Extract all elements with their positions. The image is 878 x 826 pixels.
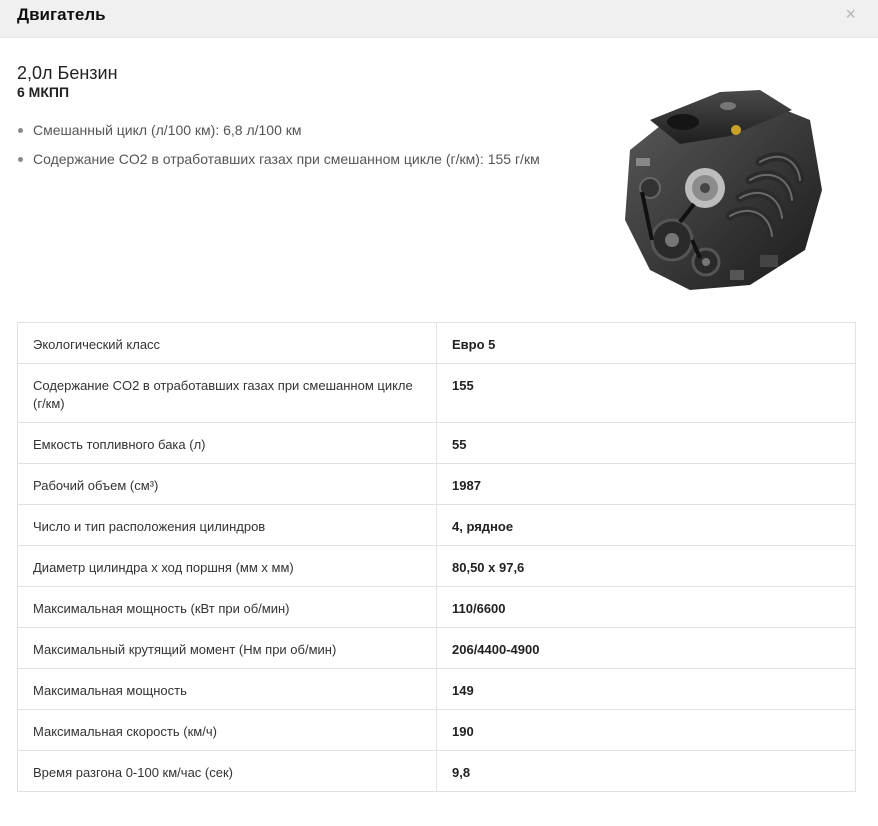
table-row <box>18 587 856 628</box>
specs-table <box>17 322 856 792</box>
close-icon[interactable]: × <box>845 4 856 24</box>
table-row <box>18 751 856 792</box>
transmission-label: 6 МКПП <box>17 84 70 100</box>
spec-value: 110/6600 <box>437 587 856 628</box>
spec-value: 206/4400-4900 <box>437 628 856 669</box>
spec-value: 4, рядное <box>437 505 856 546</box>
table-row <box>18 364 856 423</box>
spec-value: 155 <box>437 364 856 423</box>
spec-value: 149 <box>437 669 856 710</box>
spec-label: Число и тип расположения цилиндров <box>18 505 437 546</box>
spec-label: Экологический класс <box>18 323 437 364</box>
spec-label: Содержание CO2 в отработавших газах при смешанном цикле (г/км) <box>18 364 437 423</box>
table-row <box>18 423 856 464</box>
spec-label: Максимальная мощность <box>18 669 437 710</box>
spec-label: Максимальная скорость (км/ч) <box>18 710 437 751</box>
table-row <box>18 710 856 751</box>
feature-text: Содержание CO2 в отработавших газах при смешанном цикле (г/км): 155 г/км <box>33 151 540 167</box>
spec-value: Евро 5 <box>437 323 856 364</box>
spec-value: 190 <box>437 710 856 751</box>
spec-label: Рабочий объем (см³) <box>18 464 437 505</box>
spec-label: Время разгона 0-100 км/час (сек) <box>18 751 437 792</box>
modal-header <box>0 0 878 38</box>
spec-value: 80,50 x 97,6 <box>437 546 856 587</box>
spec-label: Максимальный крутящий момент (Нм при об/мин) <box>18 628 437 669</box>
spec-label: Емкость топливного бака (л) <box>18 423 437 464</box>
bullet-dot-icon <box>18 157 23 162</box>
table-row <box>18 464 856 505</box>
table-row <box>18 628 856 669</box>
table-row <box>18 669 856 710</box>
engine-image <box>610 80 835 298</box>
spec-label: Максимальная мощность (кВт при об/мин) <box>18 587 437 628</box>
spec-label: Диаметр цилиндра x ход поршня (мм x мм) <box>18 546 437 587</box>
spec-value: 1987 <box>437 464 856 505</box>
bullet-dot-icon <box>18 128 23 133</box>
feature-item <box>17 149 557 170</box>
engine-name: 2,0л Бензин <box>17 63 118 83</box>
modal-title: Двигатель <box>17 5 106 24</box>
spec-value: 55 <box>437 423 856 464</box>
table-row <box>18 546 856 587</box>
engine-features-list <box>17 120 557 178</box>
table-row <box>18 505 856 546</box>
feature-text: Смешанный цикл (л/100 км): 6,8 л/100 км <box>33 122 302 138</box>
spec-value: 9,8 <box>437 751 856 792</box>
table-row <box>18 323 856 364</box>
feature-item <box>17 120 557 141</box>
